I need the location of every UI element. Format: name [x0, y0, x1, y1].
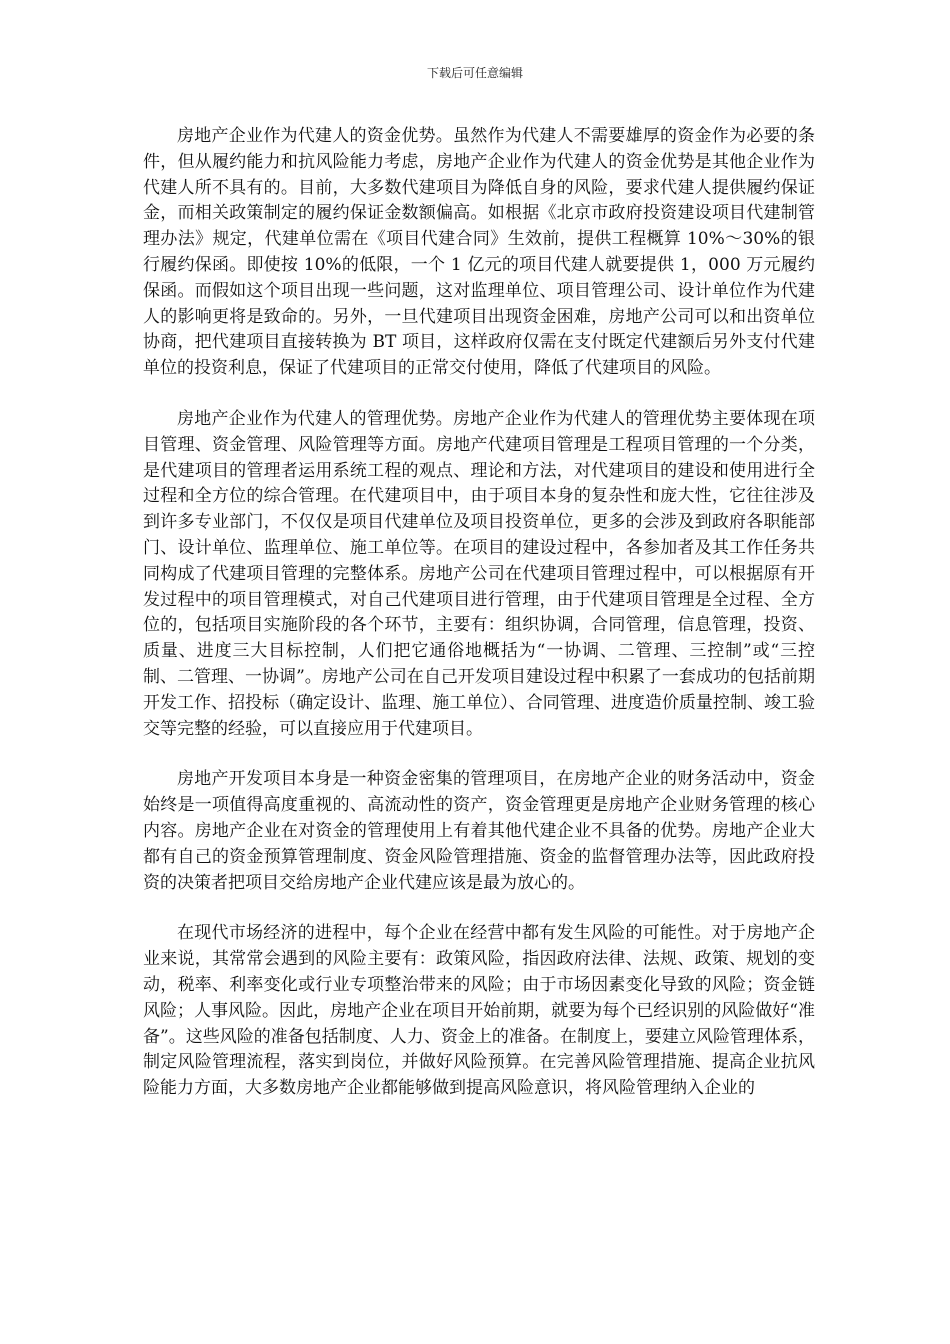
paragraph-management-advantage: 房地产企业作为代建人的管理优势。房地产企业作为代建人的管理优势主要体现在项目管理、资金管理、风险管理等方面。房地产代建项目管理是工程项目管理的一个分类，是代建项目的管理者运用系统工程的观点、理论和方法，对代建项目的建设和使用进行全过程和全方位的综合管理。在代建项目中，由于项目本身的复杂性和庞大性，它往往涉及到许多专业部门，不仅仅是项目代建单位及项目投资单位，更多的会涉及到政府各职能部门、设计单位、监理单位、施工单位等。在项目的建设过程中，各参加者及其工作任务共同构成了代建项目管理的完整体系。房地产公司在代建项目管理过程中，可以根据原有开发过程中的项目管理模式，对自己代建项目进行管理，由于代建项目管理是全过程、全方位的，包括项目实施阶段的各个环节，主要有：组织协调，合同管理，信息管理，投资、质量、进度三大目标控制，人们把它通俗地概括为“一协调、二管理、三控制”或“三控制、二管理、一协调”。房地产公司在自己开发项目建设过程中积累了一套成功的包括前期开发工作、招投标（确定设计、监理、施工单位）、合同管理、进度造价质量控制、竣工验交等完整的经验，可以直接应用于代建项目。: [143, 408, 815, 739]
paragraph-capital-management: 房地产开发项目本身是一种资金密集的管理项目，在房地产企业的财务活动中，资金始终是一项值得高度重视的、高流动性的资产，资金管理更是房地产企业财务管理的核心内容。房地产企业在对资金的管理使用上有着其他代建企业不具备的优势。房地产企业大都有自己的资金预算管理制度、资金风险管理措施、资金的监督管理办法等，因此政府投资的决策者把项目交给房地产企业代建应该是最为放心的。: [143, 769, 815, 893]
page-header: 下载后可任意编辑: [426, 66, 523, 80]
document-body: [143, 124, 815, 1127]
paragraph-funding-advantage: 房地产企业作为代建人的资金优势。虽然作为代建人不需要雄厚的资金作为必要的条件，但从履约能力和抗风险能力考虑，房地产企业作为代建人的资金优势是其他企业作为代建人所不具有的。目前，大多数代建项目为降低自身的风险，要求代建人提供履约保证金，而相关政策制定的履约保证金数额偏高。如根据《北京市政府投资建设项目代建制管理办法》规定，代建单位需在《项目代建合同》生效前，提供工程概算 10%～30%的银行履约保函。即使按 10%的低限，一个 1 亿元的项目代建人就要提供 1，000 万元履约保函。而假如这个项目出现一些问题，这对监理单位、项目管理公司、设计单位作为代建人的影响更将是致命的。另外，一旦代建项目出现资金困难，房地产公司可以和出资单位协商，把代建项目直接转换为 BT 项目，这样政府仅需在支付既定代建额后另外支付代建单位的投资利息，保证了代建项目的正常交付使用，降低了代建项目的风险。: [143, 126, 815, 379]
paragraph-risk-management: 在现代市场经济的进程中，每个企业在经营中都有发生风险的可能性。对于房地产企业来说，其常常会遇到的风险主要有：政策风险，指因政府法律、法规、政策、规划的变动，税率、利率变化或行业专项整治带来的风险；由于市场因素变化导致的风险；资金链风险；人事风险。因此，房地产企业在项目开始前期，就要为每个已经识别的风险做好“准备”。这些风险的准备包括制度、人力、资金上的准备。在制度上，要建立风险管理体系，制定风险管理流程，落实到岗位，并做好风险预算。在完善风险管理措施、提高企业抗风险能力方面，大多数房地产企业都能够做到提高风险意识，将风险管理纳入企业的: [143, 923, 815, 1099]
